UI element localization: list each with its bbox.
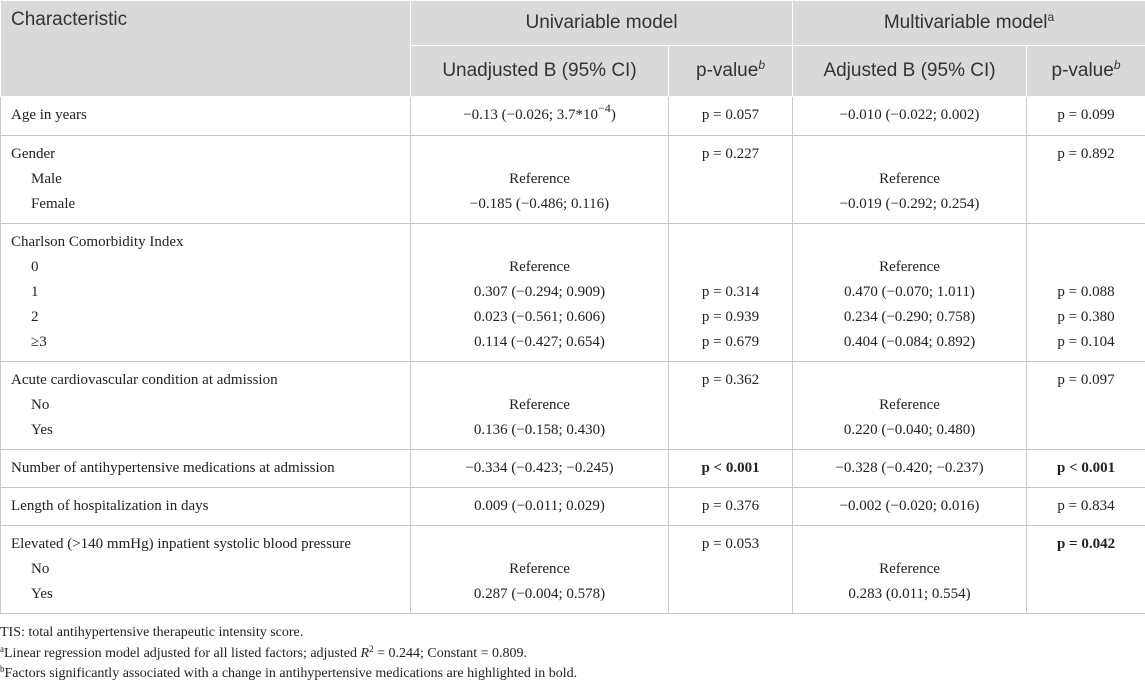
unadjusted-b-value: −0.13 (−0.026; $3.7*10^{-4}$) bbox=[411, 103, 668, 128]
p-value-significant: p = 0.042 bbox=[1027, 532, 1145, 557]
p-value: p = 0.380 bbox=[1027, 305, 1145, 330]
p-value: p = 0.227 bbox=[669, 142, 792, 167]
row-sublabel: Female bbox=[11, 192, 410, 217]
p-value: p = 0.834 bbox=[1027, 494, 1145, 519]
table-row-elevated-systolic-bp bbox=[1, 526, 1145, 614]
p-value: p = 0.939 bbox=[669, 305, 792, 330]
p-value: p = 0.376 bbox=[669, 494, 792, 519]
unadjusted-b-value: 0.136 (−0.158; 0.430) bbox=[411, 418, 668, 443]
adjusted-b-value: Reference bbox=[793, 167, 1026, 192]
row-label: Charlson Comorbidity Index bbox=[11, 230, 410, 255]
row-sublabel: Yes bbox=[11, 418, 410, 443]
unadjusted-b-value: 0.023 (−0.561; 0.606) bbox=[411, 305, 668, 330]
table-row-antihypertensive-medications bbox=[1, 450, 1145, 488]
p-value: p = 0.057 bbox=[669, 103, 792, 128]
row-sublabel: 2 bbox=[11, 305, 410, 330]
p-value-significant: p < 0.001 bbox=[1027, 456, 1145, 481]
row-sublabel: 0 bbox=[11, 255, 410, 280]
table-row-gender bbox=[1, 136, 1145, 224]
p-value: p = 0.362 bbox=[669, 368, 792, 393]
header-multivariable-model: Multivariable model$^a$ bbox=[793, 1, 1145, 46]
row-sublabel: ≥3 bbox=[11, 330, 410, 355]
adjusted-b-value: 0.470 (−0.070; 1.011) bbox=[793, 280, 1026, 305]
adjusted-b-value: Reference bbox=[793, 393, 1026, 418]
p-value: p = 0.053 bbox=[669, 532, 792, 557]
adjusted-b-value: 0.283 (0.011; 0.554) bbox=[793, 582, 1026, 607]
unadjusted-b-value: −0.185 (−0.486; 0.116) bbox=[411, 192, 668, 217]
header-adjusted-b: Adjusted B (95% CI) bbox=[793, 46, 1027, 97]
unadjusted-b-value: 0.009 (−0.011; 0.029) bbox=[411, 494, 668, 519]
adjusted-b-value: −0.010 (−0.022; 0.002) bbox=[793, 103, 1026, 128]
table-row-age bbox=[1, 97, 1145, 136]
adjusted-b-value: Reference bbox=[793, 255, 1026, 280]
unadjusted-b-value: 0.287 (−0.004; 0.578) bbox=[411, 582, 668, 607]
header-unadjusted-b: Unadjusted B (95% CI) bbox=[411, 46, 669, 97]
table-footnotes bbox=[0, 623, 577, 685]
p-value: p = 0.104 bbox=[1027, 330, 1145, 355]
row-sublabel: 1 bbox=[11, 280, 410, 305]
row-sublabel: No bbox=[11, 557, 410, 582]
footnote-tis: TIS: total antihypertensive therapeutic intensity score. bbox=[0, 623, 577, 644]
adjusted-b-value: Reference bbox=[793, 557, 1026, 582]
p-value: p = 0.679 bbox=[669, 330, 792, 355]
row-sublabel: No bbox=[11, 393, 410, 418]
adjusted-b-value: −0.002 (−0.020; 0.016) bbox=[793, 494, 1026, 519]
unadjusted-b-value: Reference bbox=[411, 393, 668, 418]
unadjusted-b-value: 0.114 (−0.427; 0.654) bbox=[411, 330, 668, 355]
adjusted-b-value: 0.220 (−0.040; 0.480) bbox=[793, 418, 1026, 443]
unadjusted-b-value: −0.334 (−0.423; −0.245) bbox=[411, 456, 668, 481]
unadjusted-b-value: Reference bbox=[411, 255, 668, 280]
table-row-charlson-comorbidity-index bbox=[1, 224, 1145, 362]
header-characteristic: Characteristic bbox=[1, 1, 411, 97]
unadjusted-b-value: 0.307 (−0.294; 0.909) bbox=[411, 280, 668, 305]
footnote-a: $^a$Linear regression model adjusted for all listed factors; adjusted $R^2 = 0.244$; Constant = 0.809. bbox=[0, 644, 577, 665]
row-label: Number of antihypertensive medications at admission bbox=[11, 456, 410, 481]
row-sublabel: Yes bbox=[11, 582, 410, 607]
p-value: p = 0.892 bbox=[1027, 142, 1145, 167]
p-value: p = 0.099 bbox=[1027, 103, 1145, 128]
p-value: p = 0.097 bbox=[1027, 368, 1145, 393]
unadjusted-b-value: Reference bbox=[411, 557, 668, 582]
adjusted-b-value: −0.019 (−0.292; 0.254) bbox=[793, 192, 1026, 217]
adjusted-b-value: 0.234 (−0.290; 0.758) bbox=[793, 305, 1026, 330]
row-label: Length of hospitalization in days bbox=[11, 494, 410, 519]
adjusted-b-value: −0.328 (−0.420; −0.237) bbox=[793, 456, 1026, 481]
header-pvalue-univariable: p-value$^b$ bbox=[669, 46, 793, 97]
row-label: Acute cardiovascular condition at admission bbox=[11, 368, 410, 393]
p-value: p = 0.314 bbox=[669, 280, 792, 305]
footnote-b: $^b$Factors significantly associated with a change in antihypertensive medications are highlighted in bold. bbox=[0, 664, 577, 685]
table-row-length-of-hospitalization bbox=[1, 488, 1145, 526]
row-label: Age in years bbox=[11, 103, 410, 128]
footnote-marker-a: a bbox=[1048, 10, 1055, 24]
header-pvalue-multivariable: p-value$^b$ bbox=[1027, 46, 1145, 97]
header-univariable-model: Univariable model bbox=[411, 1, 793, 46]
unadjusted-b-value: Reference bbox=[411, 167, 668, 192]
row-label: Gender bbox=[11, 142, 410, 167]
adjusted-b-value: 0.404 (−0.084; 0.892) bbox=[793, 330, 1026, 355]
p-value: p = 0.088 bbox=[1027, 280, 1145, 305]
p-value-significant: p < 0.001 bbox=[669, 456, 792, 481]
row-sublabel: Male bbox=[11, 167, 410, 192]
row-label: Elevated (>140 mmHg) inpatient systolic blood pressure bbox=[11, 532, 410, 557]
table-row-acute-cardiovascular-condition bbox=[1, 362, 1145, 450]
